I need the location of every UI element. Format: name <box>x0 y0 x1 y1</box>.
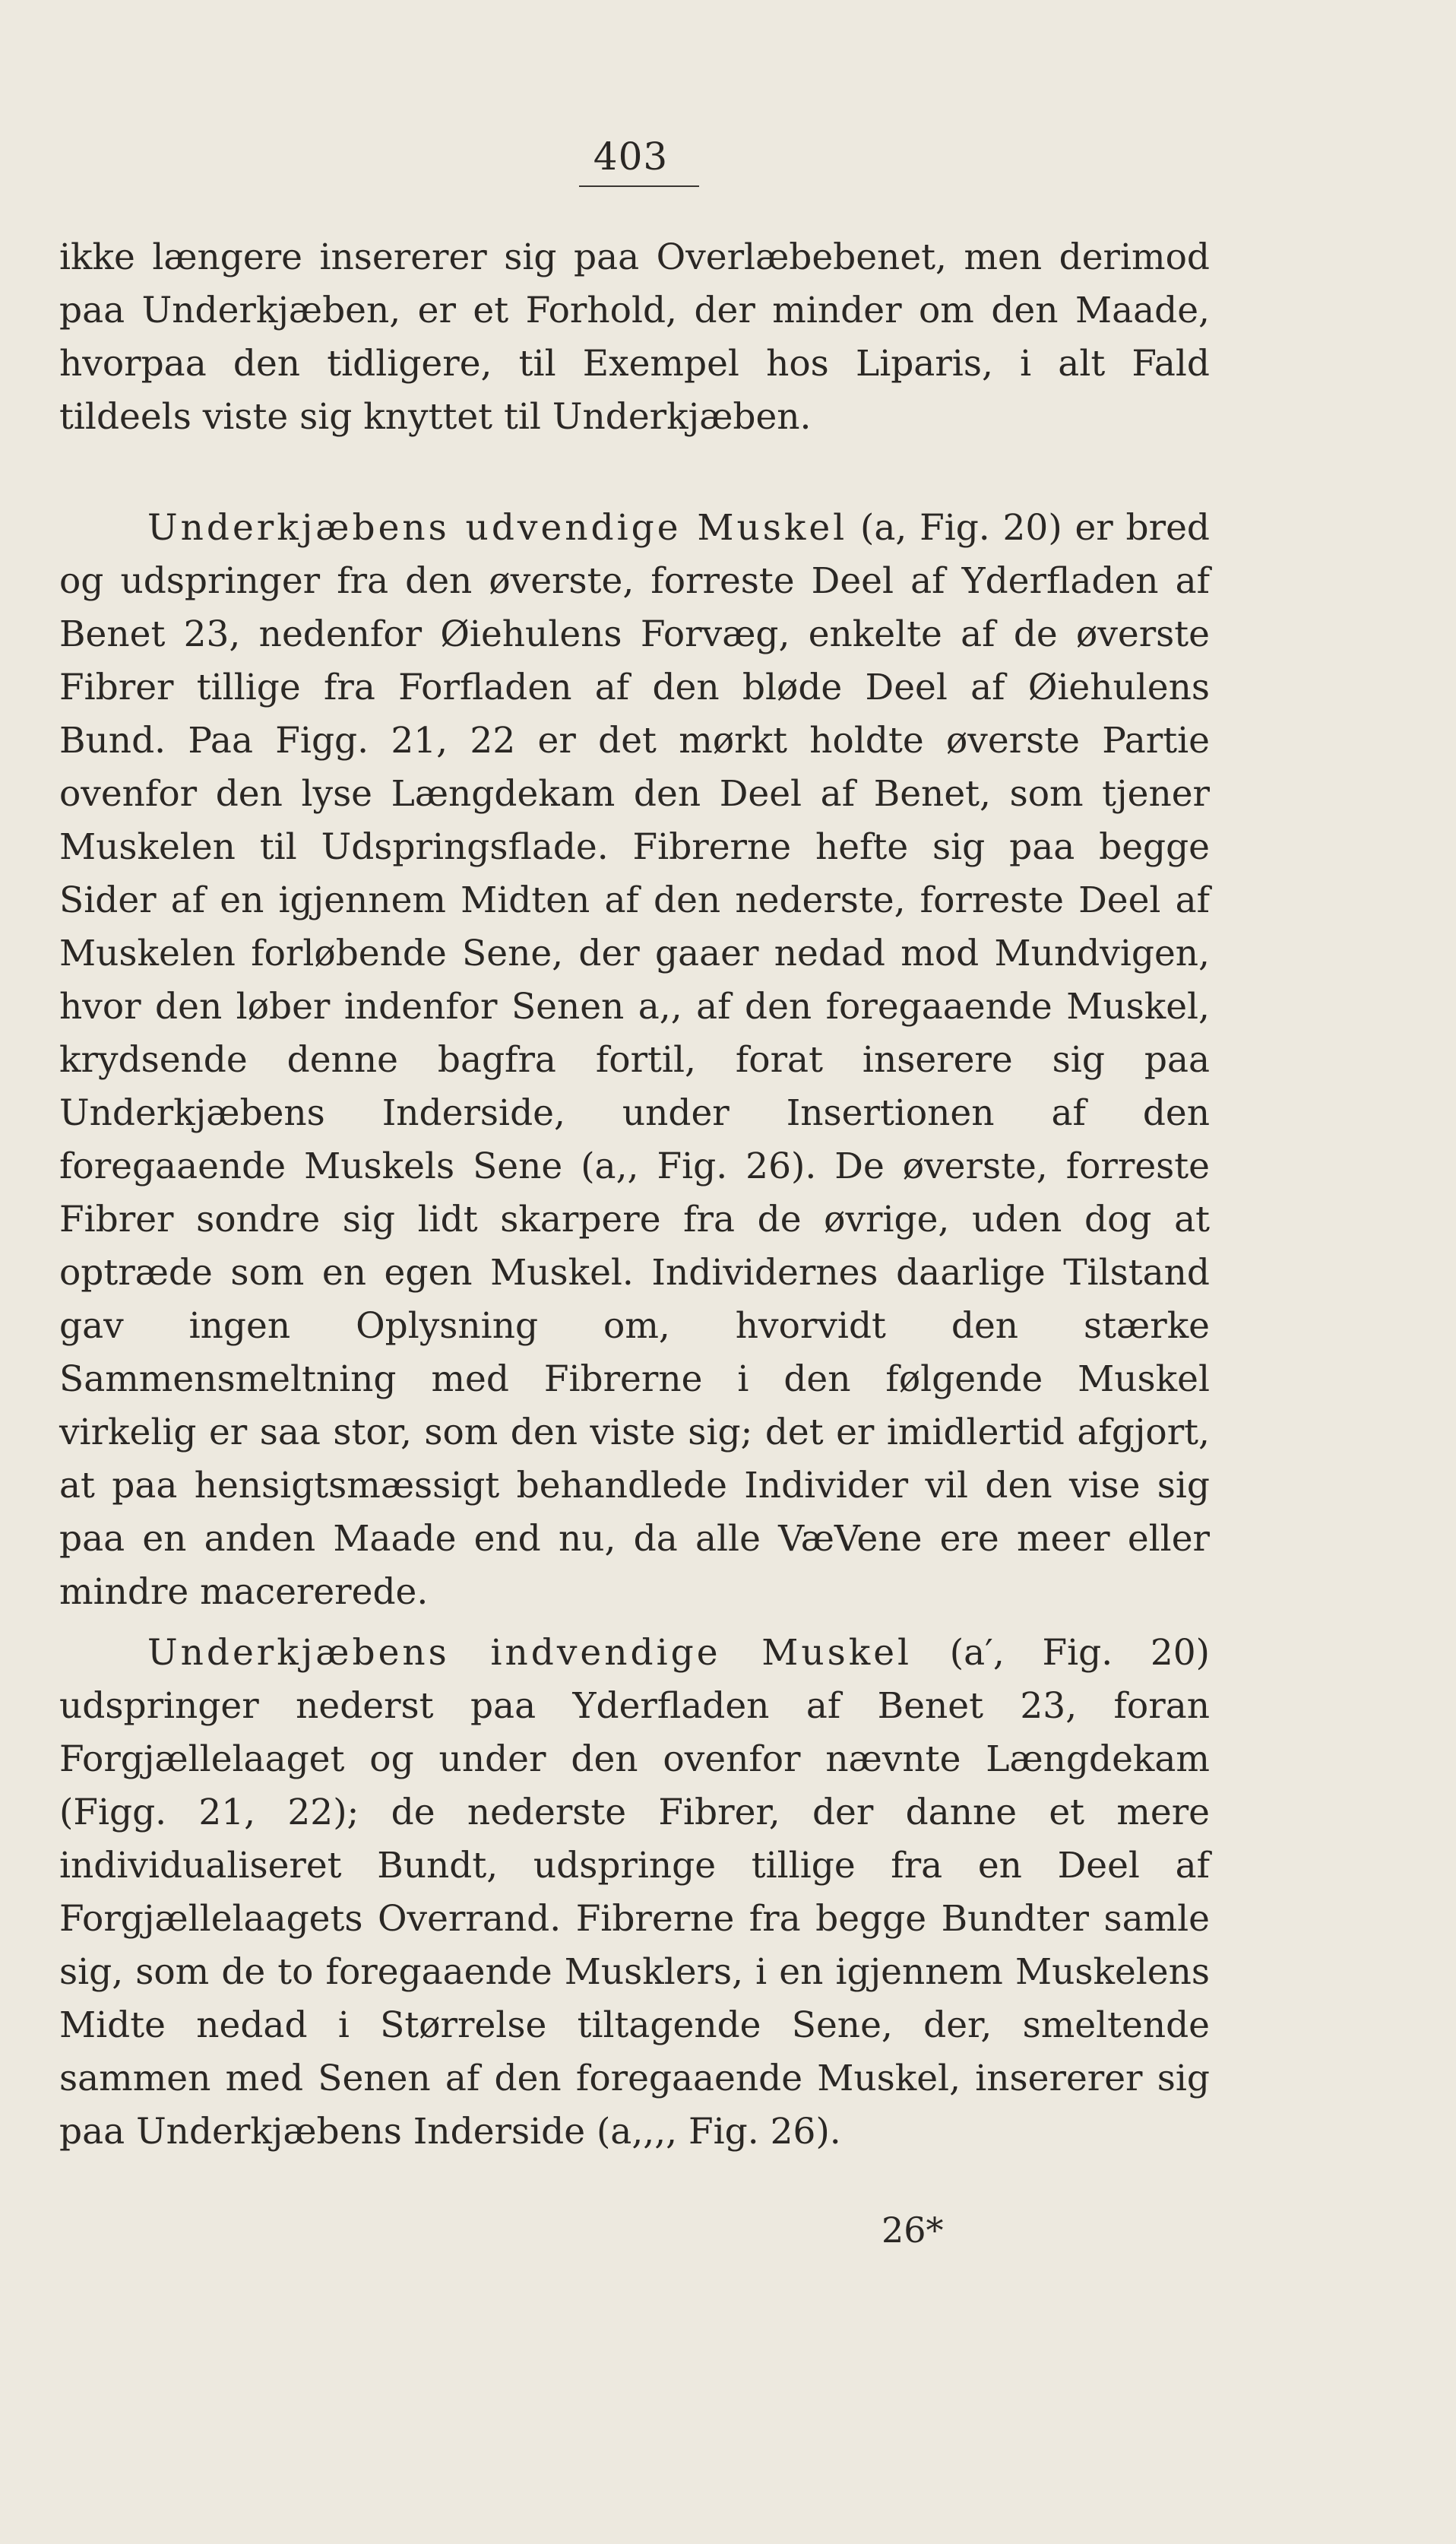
paragraph-lead: Underkjæbens indvendige Muskel <box>147 1632 913 1674</box>
page-number-underline <box>579 185 699 187</box>
paragraph-text: (a, Fig. 20) er bred og udspringer fra den øverste, forreste Deel af Yderfladen af Benet 23, nedenfor Øiehulens Forvæg, enkelte af de øverste Fibrer tillige fra Forfladen af den bløde Deel af Øiehulens Bund. Paa Figg. 21, 22 er det mørkt holdte øverste Partie ovenfor den lyse Længdekam den Deel af Benet, som tjener Muskelen til Udspringsflade. Fibrerne hefte sig paa begge Sider af en igjennem Midten af den nederste, forreste Deel af Muskelen forløbende Sene, der gaaer nedad mod Mundvigen, hvor den løber indenfor Senen a,, af den foregaaende Muskel, krydsende denne bagfra fortil, forat inserere sig paa Underkjæbens Inderside, under Insertionen af den foregaaende Muskels Sene (a,, Fig. 26). De øverste, forreste Fibrer sondre sig lidt skarpere fra de øvrige, uden dog at optræde som en egen Muskel. Individernes daarlige Tilstand gav ingen Oplysning om, hvorvidt den stærke Sammensmeltning med Fibrerne i den følgende Muskel virkelig er saa stor, som den viste sig; det er imidlertid afgjort, at paa hensigtsmæssigt behandlede Individer vil den vise sig paa en anden Maade end nu, da alle VæVene ere meer eller mindre macererede. <box>59 507 1210 1613</box>
signature-mark: 26* <box>882 2210 944 2251</box>
paragraph-external-muscle <box>59 502 1210 1619</box>
page-number: 403 <box>593 135 669 179</box>
paragraph-text: (a′, Fig. 20) udspringer nederst paa Yderfladen af Benet 23, foran Forgjællelaaget og under den ovenfor nævnte Længdekam (Figg. 21, 22); de nederste Fibrer, der danne et mere individualiseret Bundt, udspringe tillige fra en Deel af Forgjællelaagets Overrand. Fibrerne fra begge Bundter samle sig, som de to foregaaende Musklers, i en igjennem Muskelens Midte nedad i Størrelse tiltagende Sene, der, smeltende sammen med Senen af den foregaaende Muskel, insererer sig paa Underkjæbens Inderside (a,,,, Fig. 26). <box>59 1632 1210 2153</box>
paragraph-internal-muscle <box>59 1627 1210 2159</box>
paragraph-lead: Underkjæbens udvendige Muskel <box>147 507 848 549</box>
paragraph-continuation <box>59 231 1210 444</box>
paragraph-text: ikke længere insererer sig paa Overlæbebenet, men derimod paa Underkjæben, er et Forhold, der minder om den Maade, hvorpaa den tidligere, til Exempel hos Liparis, i alt Fald tildeels viste sig knyttet til Underkjæben. <box>59 236 1210 438</box>
